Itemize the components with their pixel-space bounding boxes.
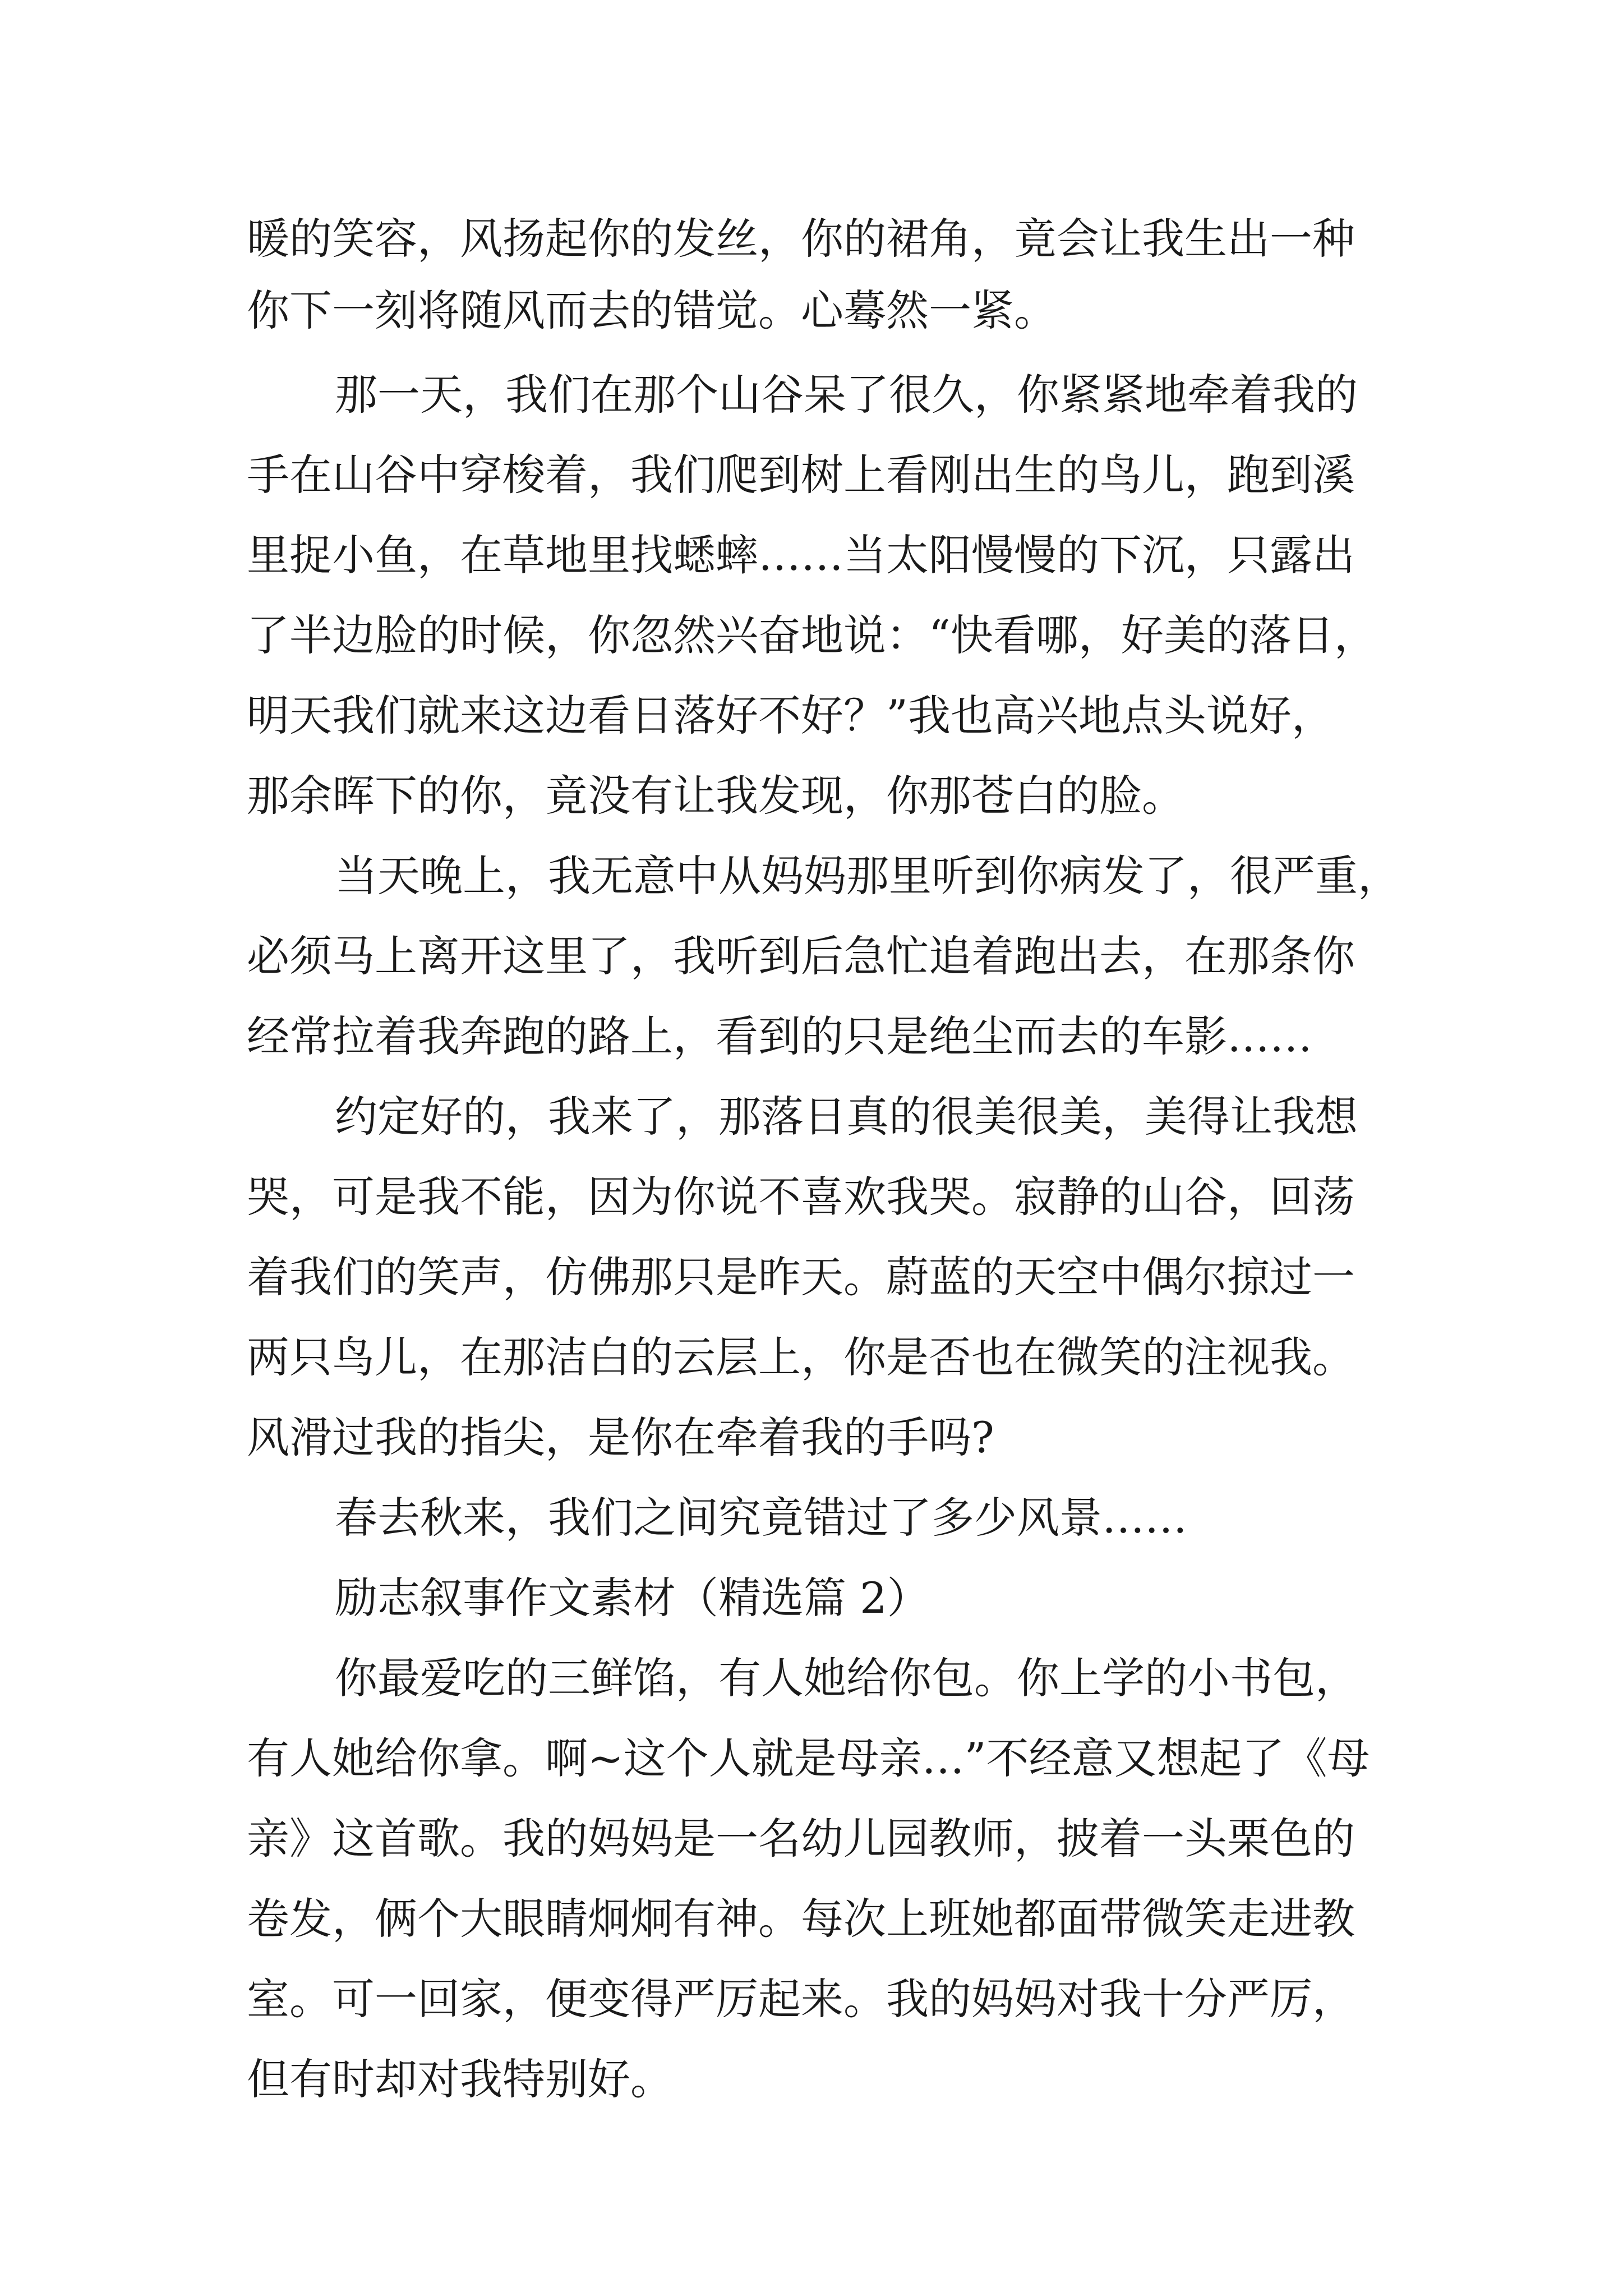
paragraph-start: 春去秋来，我们之间究竟错过了多少风景…… <box>335 1493 1187 1543</box>
text-line: 你下一刻将随风而去的错觉。心蓦然一紧。 <box>247 286 1057 335</box>
text-line: 明天我们就来这边看日落好不好？”我也高兴地点头说好， <box>247 691 1334 740</box>
text-line: 两只鸟儿，在那洁白的云层上，你是否也在微笑的注视我。 <box>247 1332 1355 1382</box>
text-line: 必须马上离开这里了，我听到后急忙追着跑出去，在那条你 <box>247 931 1355 981</box>
section-heading: 励志叙事作文素材（精选篇 2） <box>335 1573 930 1623</box>
text-line: 但有时却对我特别好。 <box>247 2054 673 2104</box>
text-line: 经常拉着我奔跑的路上，看到的只是绝尘而去的车影…… <box>247 1011 1312 1061</box>
text-line: 里捉小鱼，在草地里找蟋蟀……当太阳慢慢的下沉，只露出 <box>247 530 1355 580</box>
text-line: 室。可一回家，便变得严厉起来。我的妈妈对我十分严厉， <box>247 1974 1355 2024</box>
paragraph-start: 那一天，我们在那个山谷呆了很久，你紧紧地牵着我的 <box>335 370 1358 420</box>
paragraph-start: 约定好的，我来了，那落日真的很美很美，美得让我想 <box>335 1092 1358 1142</box>
text-line: 亲》这首歌。我的妈妈是一名幼儿园教师，披着一头栗色的 <box>247 1814 1355 1864</box>
text-line: 卷发，俩个大眼睛炯炯有神。每次上班她都面带微笑走进教 <box>247 1894 1355 1944</box>
text-line: 着我们的笑声，仿佛那只是昨天。蔚蓝的天空中偶尔掠过一 <box>247 1252 1355 1302</box>
paragraph-start: 当天晚上，我无意中从妈妈那里听到你病发了，很严重， <box>335 851 1400 901</box>
text-line: 有人她给你拿。啊~这个人就是母亲…”不经意又想起了《母 <box>247 1733 1370 1783</box>
text-line: 了半边脸的时候，你忽然兴奋地说：“快看哪，好美的落日， <box>247 610 1377 660</box>
text-line: 风滑过我的指尖，是你在牵着我的手吗? <box>247 1412 994 1462</box>
text-line: 暖的笑容，风扬起你的发丝，你的裙角，竟会让我生出一种 <box>247 214 1355 264</box>
text-line: 那余晖下的你，竟没有让我发现，你那苍白的脸。 <box>247 771 1184 821</box>
text-line: 哭，可是我不能，因为你说不喜欢我哭。寂静的山谷，回荡 <box>247 1172 1355 1222</box>
paragraph-start: 你最爱吃的三鲜馅，有人她给你包。你上学的小书包， <box>335 1653 1358 1703</box>
text-line: 手在山谷中穿梭着，我们爬到树上看刚出生的鸟儿，跑到溪 <box>247 450 1355 500</box>
